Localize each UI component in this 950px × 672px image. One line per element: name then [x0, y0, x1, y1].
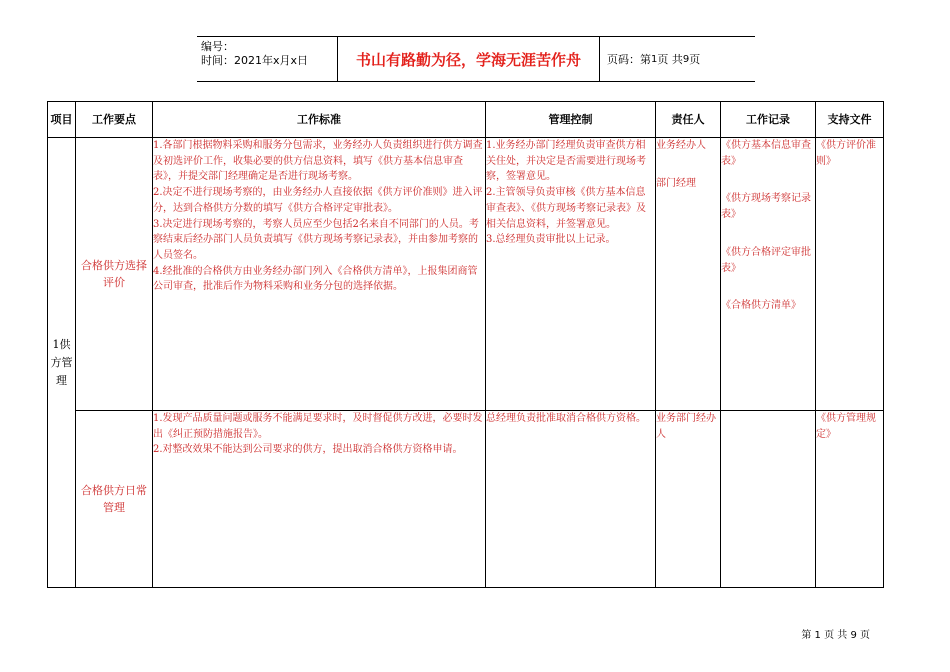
page-total: 9	[682, 53, 690, 65]
work-point-cell: 合格供方日常管理	[76, 411, 153, 588]
column-header: 支持文件	[816, 102, 884, 138]
work-record-cell	[721, 138, 816, 411]
page-current: 1	[651, 53, 658, 65]
responsible-item: 业务部门经办人	[656, 413, 716, 440]
page-suffix: 页	[689, 53, 701, 66]
standard-item: 2.对整改效果不能达到公司要求的供方，提出取消合格供方资格申请。	[153, 444, 463, 456]
record-item: 《供方合格评定审批表》	[721, 246, 811, 274]
date-label: 时间：2021年x月x日	[201, 54, 309, 67]
supplier-management-table	[47, 101, 884, 588]
support-item: 《供方管理规定》	[816, 413, 876, 440]
slogan: 书山有路勤为径，学海无涯苦作舟	[337, 37, 600, 81]
document-header	[197, 36, 755, 82]
work-point-cell: 合格供方选择评价	[76, 138, 153, 411]
footer-total: 9	[850, 630, 857, 641]
record-item: 《供方基本信息审查表》	[721, 140, 811, 167]
support-file-cell	[816, 411, 884, 588]
column-header: 项目	[48, 102, 76, 138]
support-item: 《供方评价准则》	[816, 140, 876, 167]
page-indicator	[600, 37, 755, 81]
control-item: 2.主管领导负责审核《供方基本信息审查表》、《供方现场考察记录表》及相关信息资料，并签署意见。	[486, 187, 646, 230]
column-header: 工作标准	[153, 102, 486, 138]
number-label: 编号：	[201, 40, 234, 53]
work-record-cell	[721, 411, 816, 588]
footer-middle: 页 共	[824, 630, 848, 641]
footer-suffix: 页	[860, 630, 870, 641]
responsible-item: 业务经办人	[656, 140, 706, 151]
table-row	[48, 138, 884, 411]
header-meta	[197, 37, 337, 81]
standard-item: 1.各部门根据物料采购和服务分包需求，业务经办人负责组织进行供方调查及初选评价工作，收集必要的供方信息资料，填写《供方基本信息审查表》，并提交部门经理确定是否进行现场考察。	[153, 140, 483, 183]
column-header: 管理控制	[486, 102, 656, 138]
footer-current: 1	[814, 630, 821, 641]
standard-item: 4.经批准的合格供方由业务经办部门列入《合格供方清单》，上报集团商管公司审查，批准后作为物料采购和业务分包的选择依据。	[153, 265, 478, 293]
column-header: 工作记录	[721, 102, 816, 138]
standard-item: 2.决定不进行现场考察的，由业务经办人直接依据《供方评价准则》进入评分，达到合格供方分数的填写《供方合格评定审批表》。	[153, 187, 483, 214]
table-header-row	[48, 102, 884, 138]
project-cell: 1供方管理	[48, 138, 76, 588]
responsible-cell	[656, 138, 721, 411]
record-item: 《合格供方清单》	[721, 300, 801, 312]
standard-item: 1.发现产品质量问题或服务不能满足要求时，及时督促供方改进，必要时发出《纠正预防措施报告》。	[153, 413, 483, 440]
responsible-cell	[656, 411, 721, 588]
work-standard-cell	[153, 411, 486, 588]
page-middle: 页 共	[657, 53, 683, 66]
standard-item: 3.决定进行现场考察的，考察人员应至少包括2名来自不同部门的人员。考察结束后经办部门人员负责填写《供方现场考察记录表》，并由参加考察的人员签名。	[153, 218, 479, 261]
work-standard-cell	[153, 138, 486, 411]
page-prefix: 页码：第	[607, 53, 651, 66]
control-item: 3.总经理负责审批以上记录。	[486, 234, 616, 246]
control-item: 1.业务经办部门经理负责审查供方相关住处，并决定是否需要进行现场考察，签署意见。	[486, 140, 646, 183]
page-footer	[801, 626, 870, 641]
record-item: 《供方现场考察记录表》	[721, 193, 811, 221]
control-item: 总经理负责批准取消合格供方资格。	[486, 413, 646, 424]
responsible-item: 部门经理	[656, 177, 696, 189]
footer-prefix: 第	[801, 630, 812, 641]
column-header: 责任人	[656, 102, 721, 138]
table-row	[48, 411, 884, 588]
column-header: 工作要点	[76, 102, 153, 138]
support-file-cell	[816, 138, 884, 411]
management-control-cell	[486, 138, 656, 411]
management-control-cell	[486, 411, 656, 588]
